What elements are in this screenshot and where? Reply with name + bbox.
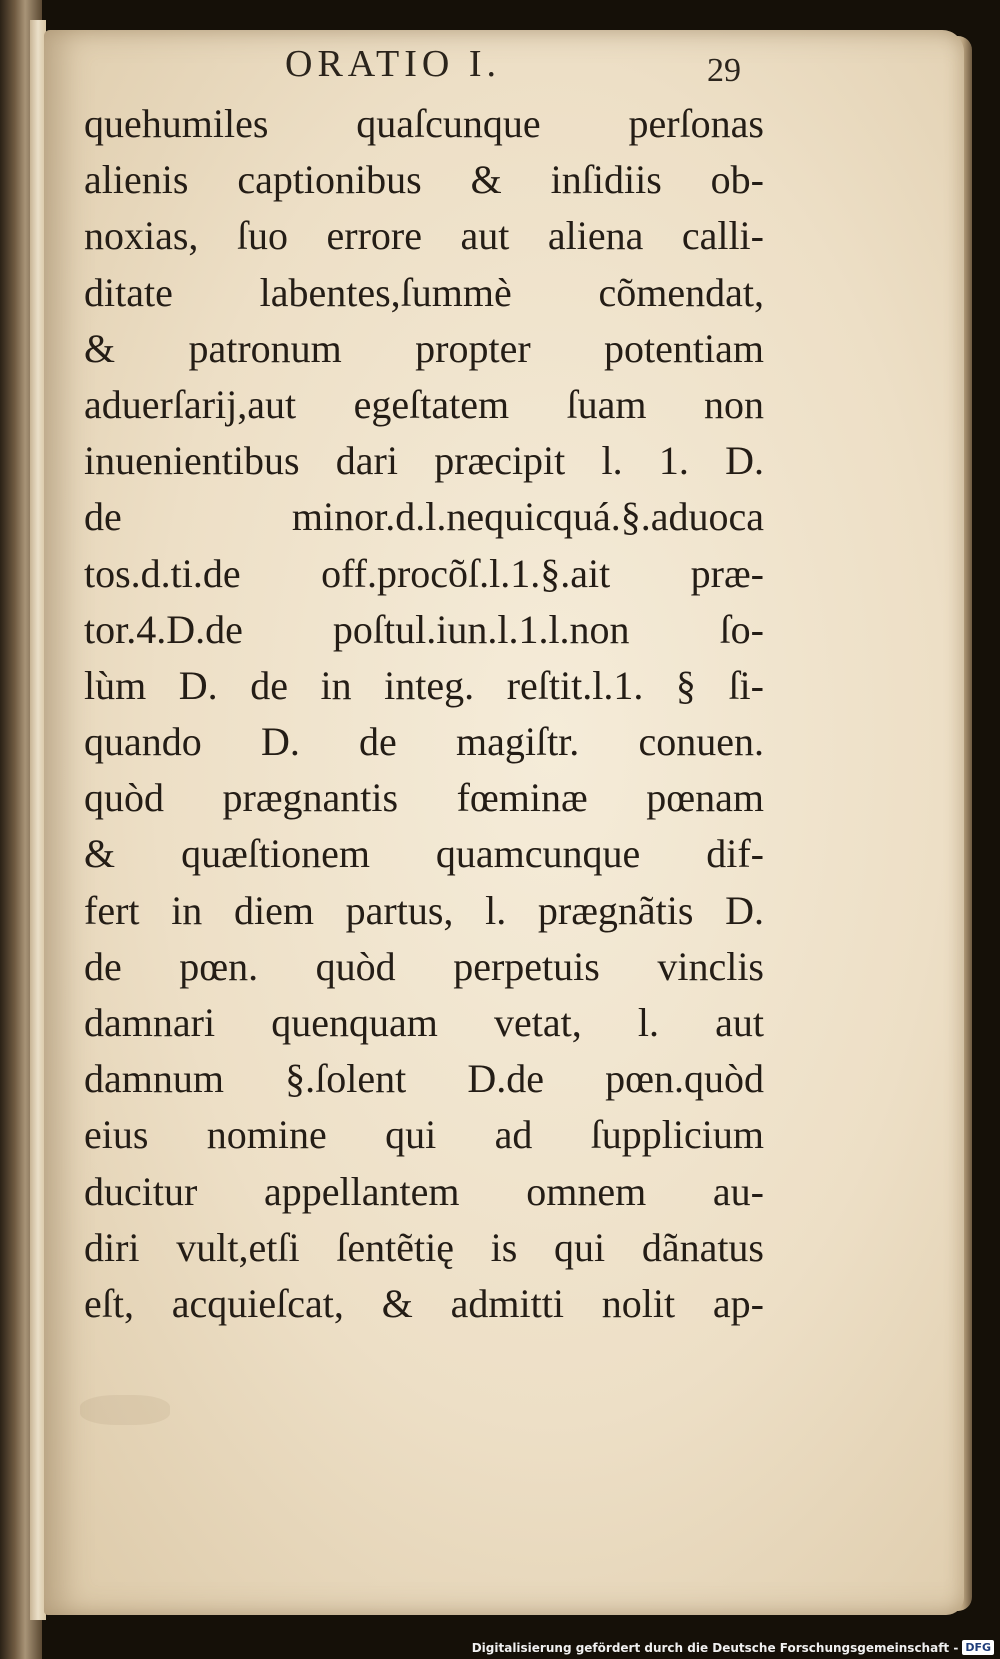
digitization-credit bbox=[472, 1640, 994, 1655]
dfg-logo: DFG bbox=[962, 1640, 994, 1655]
text-line: tos.d.ti.de off.procõſ.l.1.§.ait præ- bbox=[84, 550, 764, 596]
text-line: lùm D. de in integ. reſtit.l.1. § ſi- bbox=[84, 662, 764, 708]
paper-stain bbox=[80, 1395, 170, 1425]
credit-text: Digitalisierung gefördert durch die Deutsche Forschungsgemeinschaft - bbox=[471, 1640, 959, 1655]
text-line: noxias, ſuo errore aut aliena calli- bbox=[84, 213, 764, 259]
body-text bbox=[84, 96, 764, 1332]
text-line: quòd prægnantis fœminæ pœnam bbox=[84, 775, 764, 821]
text-line: eius nomine qui ad ſupplicium bbox=[84, 1112, 764, 1158]
text-line: ditate labentes,ſummè cõmendat, bbox=[84, 269, 764, 315]
text-line: diri vult,etſi ſentẽtię is qui dãnatus bbox=[84, 1224, 764, 1270]
text-line: inuenientibus dari præcipit l. 1. D. bbox=[84, 438, 764, 484]
text-line: ducitur appellantem omnem au- bbox=[84, 1168, 764, 1214]
page-number: 29 bbox=[707, 52, 741, 89]
text-line: quando D. de magiſtr. conuen. bbox=[84, 719, 764, 765]
text-line: aduerſarij,aut egeſtatem ſuam non bbox=[84, 381, 764, 427]
text-line: de minor.d.l.nequicquá.§.aduoca bbox=[84, 494, 764, 540]
text-line: tor.4.D.de poſtul.iun.l.1.l.non ſo- bbox=[84, 606, 764, 652]
running-title: ORATIO I. bbox=[285, 43, 501, 85]
text-line: damnum §.ſolent D.de pœn.quòd bbox=[84, 1056, 764, 1102]
text-line: eſt, acquieſcat, & admitti nolit ap- bbox=[84, 1280, 764, 1326]
text-line: & quæſtionem quamcunque dif- bbox=[84, 831, 764, 877]
text-line: fert in diem partus, l. prægnãtis D. bbox=[84, 887, 764, 933]
text-line: alienis captionibus & inſidiis ob- bbox=[84, 157, 764, 203]
text-line: damnari quenquam vetat, l. aut bbox=[84, 1000, 764, 1045]
text-line: quehumiles quaſcunque perſonas bbox=[84, 101, 764, 146]
text-line: de pœn. quòd perpetuis vinclis bbox=[84, 943, 764, 989]
text-line: & patronum propter potentiam bbox=[84, 325, 764, 371]
